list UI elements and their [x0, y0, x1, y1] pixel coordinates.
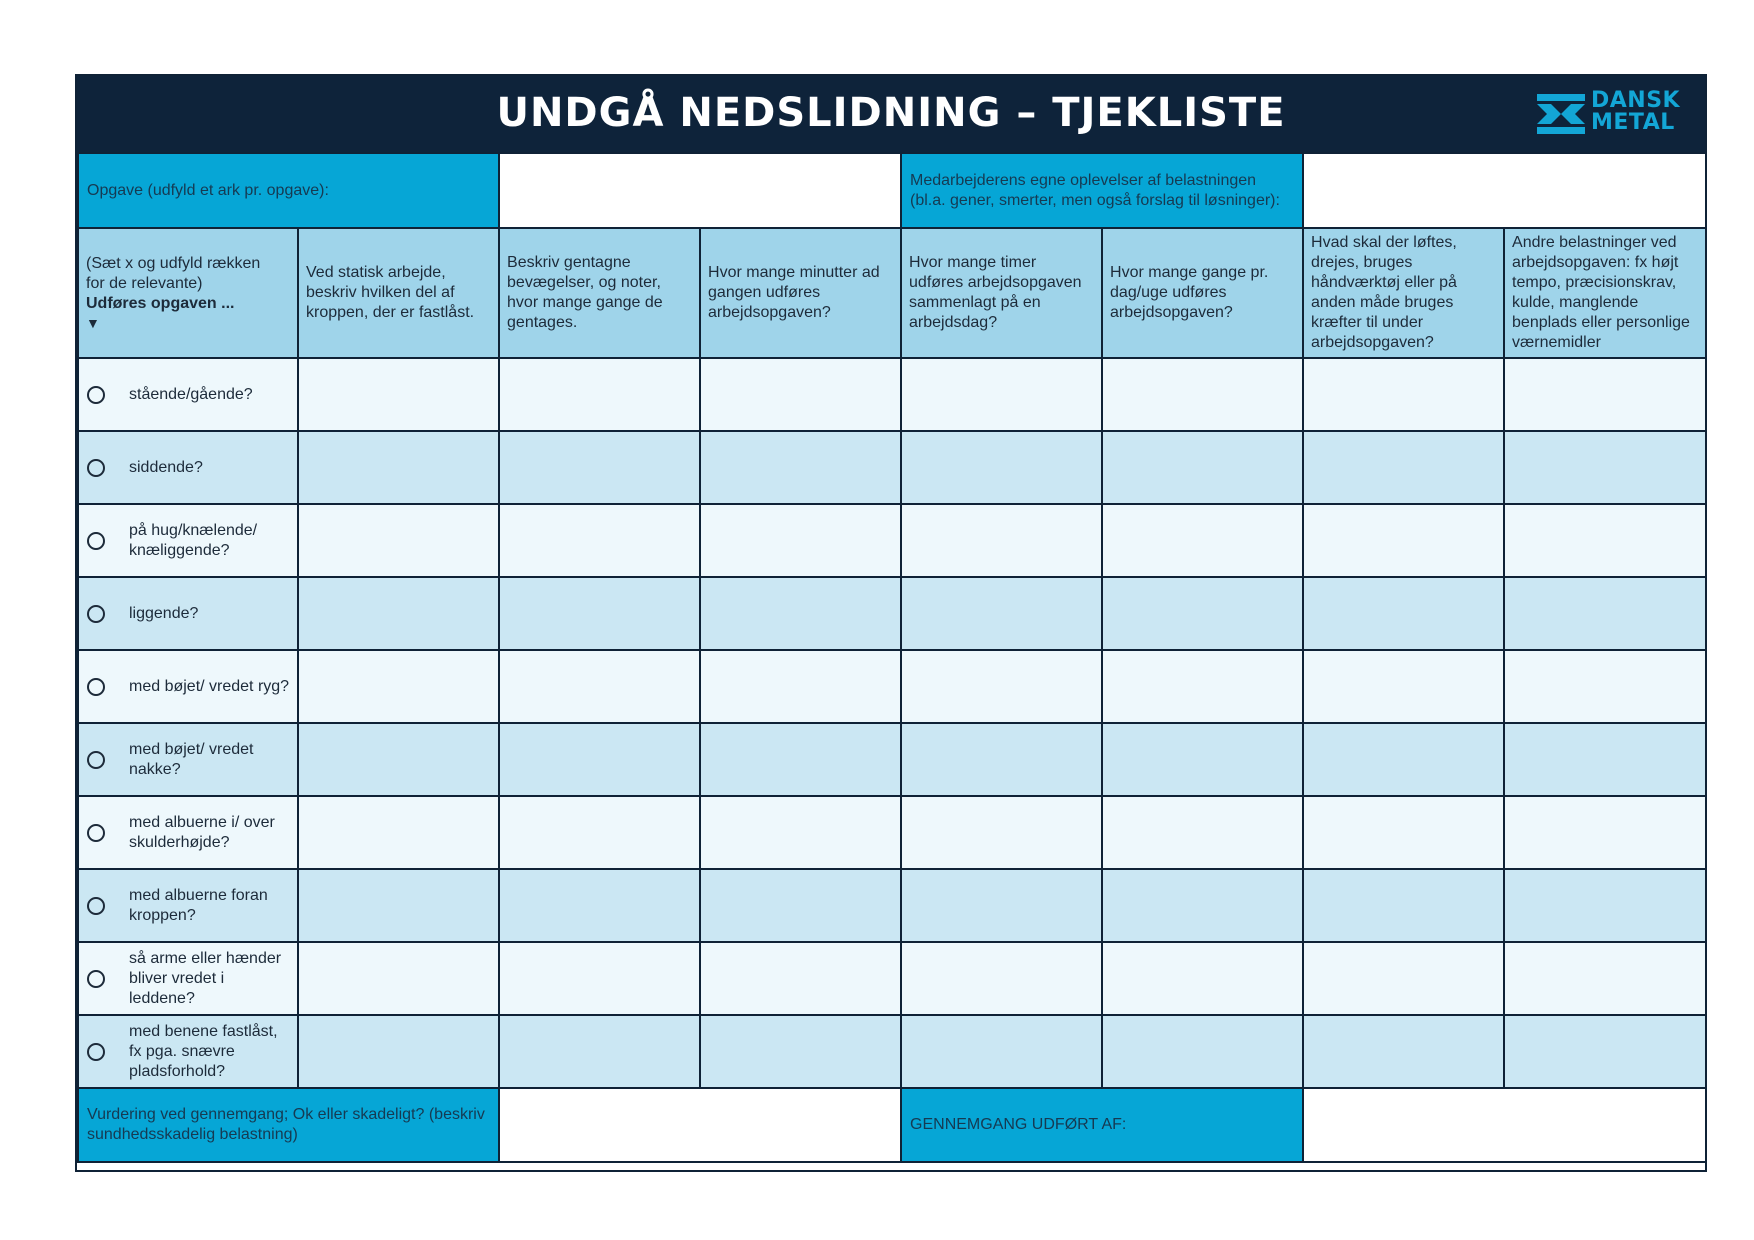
answer-cell[interactable] [499, 431, 700, 504]
answer-cell[interactable] [901, 723, 1102, 796]
answer-cell[interactable] [499, 650, 700, 723]
table-row [78, 796, 1706, 869]
posture-radio[interactable] [87, 751, 105, 769]
posture-radio[interactable] [87, 970, 105, 988]
header-instruction-1: (Sæt x og udfyld rækken [86, 255, 261, 272]
posture-radio[interactable] [87, 678, 105, 696]
answer-cell[interactable] [1303, 358, 1504, 431]
logo-line-1: DANSK [1591, 88, 1681, 113]
assessment-row [78, 1088, 1706, 1162]
table-row [78, 431, 1706, 504]
answer-cell[interactable] [1504, 942, 1706, 1015]
answer-cell[interactable] [1102, 723, 1303, 796]
answer-cell[interactable] [1102, 796, 1303, 869]
header-frequency: Hvor mange gange pr. dag/uge udføres arbejdsopgaven? [1102, 228, 1303, 358]
answer-cell[interactable] [499, 1015, 700, 1088]
answer-cell[interactable] [700, 358, 901, 431]
answer-cell[interactable] [700, 869, 901, 942]
answer-cell[interactable] [499, 796, 700, 869]
answer-cell[interactable] [1504, 431, 1706, 504]
answer-cell[interactable] [1504, 1015, 1706, 1088]
answer-cell[interactable] [298, 431, 499, 504]
answer-cell[interactable] [901, 942, 1102, 1015]
table-row [78, 650, 1706, 723]
answer-cell[interactable] [499, 869, 700, 942]
posture-cell [78, 1015, 298, 1088]
posture-cell [78, 577, 298, 650]
answer-cell[interactable] [1303, 504, 1504, 577]
checklist-table [77, 152, 1707, 1163]
header-repetitive-movements: Beskriv gentagne bevægelser, og noter, hvor mange gange de gentages. [499, 228, 700, 358]
header-task-posture [78, 228, 298, 358]
answer-cell[interactable] [1303, 942, 1504, 1015]
posture-cell [78, 650, 298, 723]
answer-cell[interactable] [901, 504, 1102, 577]
answer-cell[interactable] [499, 942, 700, 1015]
experience-input[interactable] [1303, 153, 1706, 228]
down-arrow-icon: ▼ [86, 315, 100, 331]
answer-cell[interactable] [700, 723, 901, 796]
answer-cell[interactable] [298, 650, 499, 723]
task-label: Opgave (udfyld et ark pr. opgave): [87, 181, 329, 199]
answer-cell[interactable] [298, 1015, 499, 1088]
posture-radio[interactable] [87, 605, 105, 623]
answer-cell[interactable] [1303, 869, 1504, 942]
answer-cell[interactable] [1102, 650, 1303, 723]
experience-label-cell [901, 153, 1303, 228]
answer-cell[interactable] [1102, 577, 1303, 650]
table-row [78, 1015, 1706, 1088]
answer-cell[interactable] [700, 942, 901, 1015]
header-hours: Hvor mange timer udføres arbejdsopgaven sammenlagt på en arbejdsdag? [901, 228, 1102, 358]
answer-cell[interactable] [499, 504, 700, 577]
answer-cell[interactable] [901, 869, 1102, 942]
answer-cell[interactable] [1303, 431, 1504, 504]
posture-label: så arme eller hænder bliver vredet i leddene? [129, 949, 282, 1007]
answer-cell[interactable] [901, 431, 1102, 504]
answer-cell[interactable] [1504, 723, 1706, 796]
page-title: UNDGÅ NEDSLIDNING – TJEKLISTE [496, 90, 1286, 136]
review-input[interactable] [1303, 1088, 1706, 1162]
answer-cell[interactable] [1504, 650, 1706, 723]
answer-cell[interactable] [901, 650, 1102, 723]
answer-cell[interactable] [1303, 1015, 1504, 1088]
posture-label: på hug/knælende/ knæliggende? [129, 521, 258, 559]
answer-cell[interactable] [1102, 504, 1303, 577]
title-bar [77, 76, 1705, 152]
posture-radio[interactable] [87, 824, 105, 842]
posture-radio[interactable] [87, 532, 105, 550]
review-label-cell [901, 1088, 1303, 1162]
posture-label: liggende? [129, 604, 199, 622]
answer-cell[interactable] [1303, 650, 1504, 723]
posture-cell [78, 796, 298, 869]
answer-cell[interactable] [700, 650, 901, 723]
posture-label: med bøjet/ vredet ryg? [129, 677, 290, 695]
header-instruction-2: for de relevante) [86, 275, 203, 292]
answer-cell[interactable] [298, 869, 499, 942]
answer-cell[interactable] [499, 358, 700, 431]
posture-label: med benene fastlåst, fx pga. snævre pladsforhold? [129, 1022, 278, 1080]
answer-cell[interactable] [1504, 358, 1706, 431]
posture-rows [78, 358, 1706, 1088]
table-row [78, 577, 1706, 650]
answer-cell[interactable] [1102, 942, 1303, 1015]
posture-cell [78, 358, 298, 431]
posture-radio[interactable] [87, 459, 105, 477]
table-row [78, 942, 1706, 1015]
posture-cell [78, 504, 298, 577]
answer-cell[interactable] [700, 577, 901, 650]
task-input[interactable] [499, 153, 901, 228]
answer-cell[interactable] [901, 577, 1102, 650]
table-row [78, 504, 1706, 577]
experience-label: Medarbejderens egne oplevelser af belastningen (bl.a. gener, smerter, men også forslag til løsninger): [910, 171, 1280, 209]
posture-label: med bøjet/ vredet nakke? [129, 740, 254, 778]
posture-radio[interactable] [87, 1043, 105, 1061]
answer-cell[interactable] [1303, 577, 1504, 650]
answer-cell[interactable] [499, 723, 700, 796]
posture-radio[interactable] [87, 386, 105, 404]
answer-cell[interactable] [298, 942, 499, 1015]
table-row [78, 723, 1706, 796]
logo-mark-icon [1537, 94, 1585, 134]
posture-label: med albuerne foran kroppen? [129, 886, 268, 924]
answer-cell[interactable] [298, 358, 499, 431]
checklist-sheet [75, 74, 1707, 1172]
assessment-label-cell [78, 1088, 499, 1162]
answer-cell[interactable] [901, 796, 1102, 869]
header-row [78, 228, 1706, 358]
answer-cell[interactable] [1504, 869, 1706, 942]
answer-cell[interactable] [1303, 796, 1504, 869]
answer-cell[interactable] [901, 1015, 1102, 1088]
review-label: GENNEMGANG UDFØRT AF: [910, 1116, 1127, 1133]
answer-cell[interactable] [298, 504, 499, 577]
answer-cell[interactable] [1102, 1015, 1303, 1088]
table-row [78, 358, 1706, 431]
header-question: Udføres opgaven ... [86, 295, 235, 312]
task-label-cell [78, 153, 499, 228]
header-other-loads: Andre belastninger ved arbejdsopgaven: fx højt tempo, præcisionskrav, kulde, manglende benplads eller personlige værnemidler [1504, 228, 1706, 358]
answer-cell[interactable] [700, 504, 901, 577]
header-minutes: Hvor mange minutter ad gangen udføres arbejdsopgaven? [700, 228, 901, 358]
logo-line-2: METAL [1591, 110, 1675, 135]
dansk-metal-logo [1537, 90, 1687, 138]
posture-cell [78, 869, 298, 942]
answer-cell[interactable] [1504, 796, 1706, 869]
answer-cell[interactable] [1102, 869, 1303, 942]
answer-cell[interactable] [1102, 431, 1303, 504]
assessment-label: Vurdering ved gennemgang; Ok eller skadeligt? (beskriv sundhedsskadelig belastning) [87, 1106, 485, 1143]
answer-cell[interactable] [499, 577, 700, 650]
task-row [78, 153, 1706, 228]
posture-cell [78, 942, 298, 1015]
header-force: Hvad skal der løftes, drejes, bruges håndværktøj eller på anden måde bruges kræfter til under arbejdsopgaven? [1303, 228, 1504, 358]
posture-label: stående/gående? [129, 385, 253, 403]
answer-cell[interactable] [1504, 577, 1706, 650]
answer-cell[interactable] [298, 577, 499, 650]
answer-cell[interactable] [700, 796, 901, 869]
posture-radio[interactable] [87, 897, 105, 915]
assessment-input[interactable] [499, 1088, 901, 1162]
answer-cell[interactable] [700, 1015, 901, 1088]
table-row [78, 869, 1706, 942]
posture-cell [78, 431, 298, 504]
answer-cell[interactable] [1303, 723, 1504, 796]
answer-cell[interactable] [1504, 504, 1706, 577]
answer-cell[interactable] [1102, 358, 1303, 431]
answer-cell[interactable] [901, 358, 1102, 431]
header-static-work: Ved statisk arbejde, beskriv hvilken del af kroppen, der er fastlåst. [298, 228, 499, 358]
answer-cell[interactable] [700, 431, 901, 504]
posture-label: siddende? [129, 458, 203, 476]
posture-cell [78, 723, 298, 796]
posture-label: med albuerne i/ over skulderhøjde? [129, 813, 275, 851]
answer-cell[interactable] [298, 723, 499, 796]
answer-cell[interactable] [298, 796, 499, 869]
